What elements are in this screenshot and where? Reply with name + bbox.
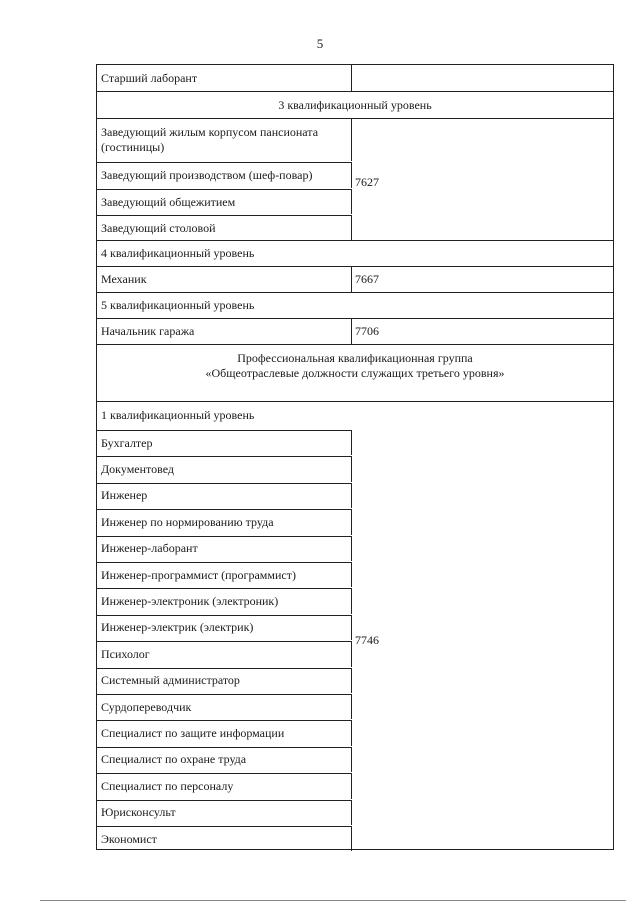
table-row [97,719,613,745]
salary-table [96,64,614,850]
table-row [97,693,613,719]
position-name: Системный администратор [97,668,352,693]
level-header-row [97,91,613,118]
page-number: 5 [316,36,324,51]
position-name: Специалист по персоналу [97,773,352,798]
position-name: Заведующий жилым корпусом пансионата (гостиницы) [97,119,352,161]
position-name: Экономист [97,826,352,851]
position-name: Механик [97,267,352,292]
position-name: Специалист по охране труда [97,747,352,772]
position-name: Документовед [97,456,352,481]
position-name: Сурдопереводчик [97,694,352,719]
table-row [97,429,613,455]
position-name: Инженер-электрик (электрик) [97,615,352,640]
table-row [97,65,613,91]
table-row [97,667,613,693]
table-row [97,118,613,161]
position-name: Инженер [97,483,352,508]
level-header-row [97,240,613,266]
group-title-row [97,344,613,401]
level-header-row [97,292,613,318]
table-row [97,508,613,534]
table-row [97,455,613,481]
salary-code: 7667 [355,272,379,286]
position-name: Инженер-программист (программист) [97,562,352,587]
salary-code: 7706 [355,324,379,338]
table-row [97,266,613,292]
table-row [97,772,613,798]
position-name: Юрисконсульт [97,800,352,825]
position-name: Старший лаборант [97,65,352,91]
position-name: Заведующий общежитием [97,189,352,214]
position-name: Начальник гаража [97,319,352,344]
level-header: 4 квалификационный уровень [101,246,255,260]
level-header: 3 квалификационный уровень [278,97,432,112]
table-row [97,799,613,825]
position-name: Заведующий столовой [97,215,352,240]
footer-rule [40,900,626,901]
table-row [97,561,613,587]
position-name: Специалист по защите информации [97,720,352,745]
table-row [97,587,613,613]
table-row [97,318,613,344]
table-row [97,482,613,508]
table-row [97,214,613,240]
position-name: Инженер-лаборант [97,536,352,561]
level-header: 1 квалификационный уровень [101,408,255,422]
level-header-row [97,401,613,429]
salary-code: 7627 [355,175,379,189]
table-row [97,825,613,851]
level-header: 5 квалификационный уровень [101,298,255,312]
salary-code: 7746 [355,633,379,647]
group-title-line-1: Профессиональная квалификационная группа [237,351,473,365]
position-name: Заведующий производством (шеф-повар) [97,162,352,188]
table-row [97,535,613,561]
position-name: Инженер по нормированию труда [97,509,352,534]
table-row [97,188,613,214]
table-row [97,746,613,772]
position-name: Инженер-электроник (электроник) [97,588,352,613]
position-name: Психолог [97,641,352,666]
position-name: Бухгалтер [97,430,352,455]
group-title-line-2: «Общеотраслевые должности служащих третьего уровня» [205,366,505,380]
